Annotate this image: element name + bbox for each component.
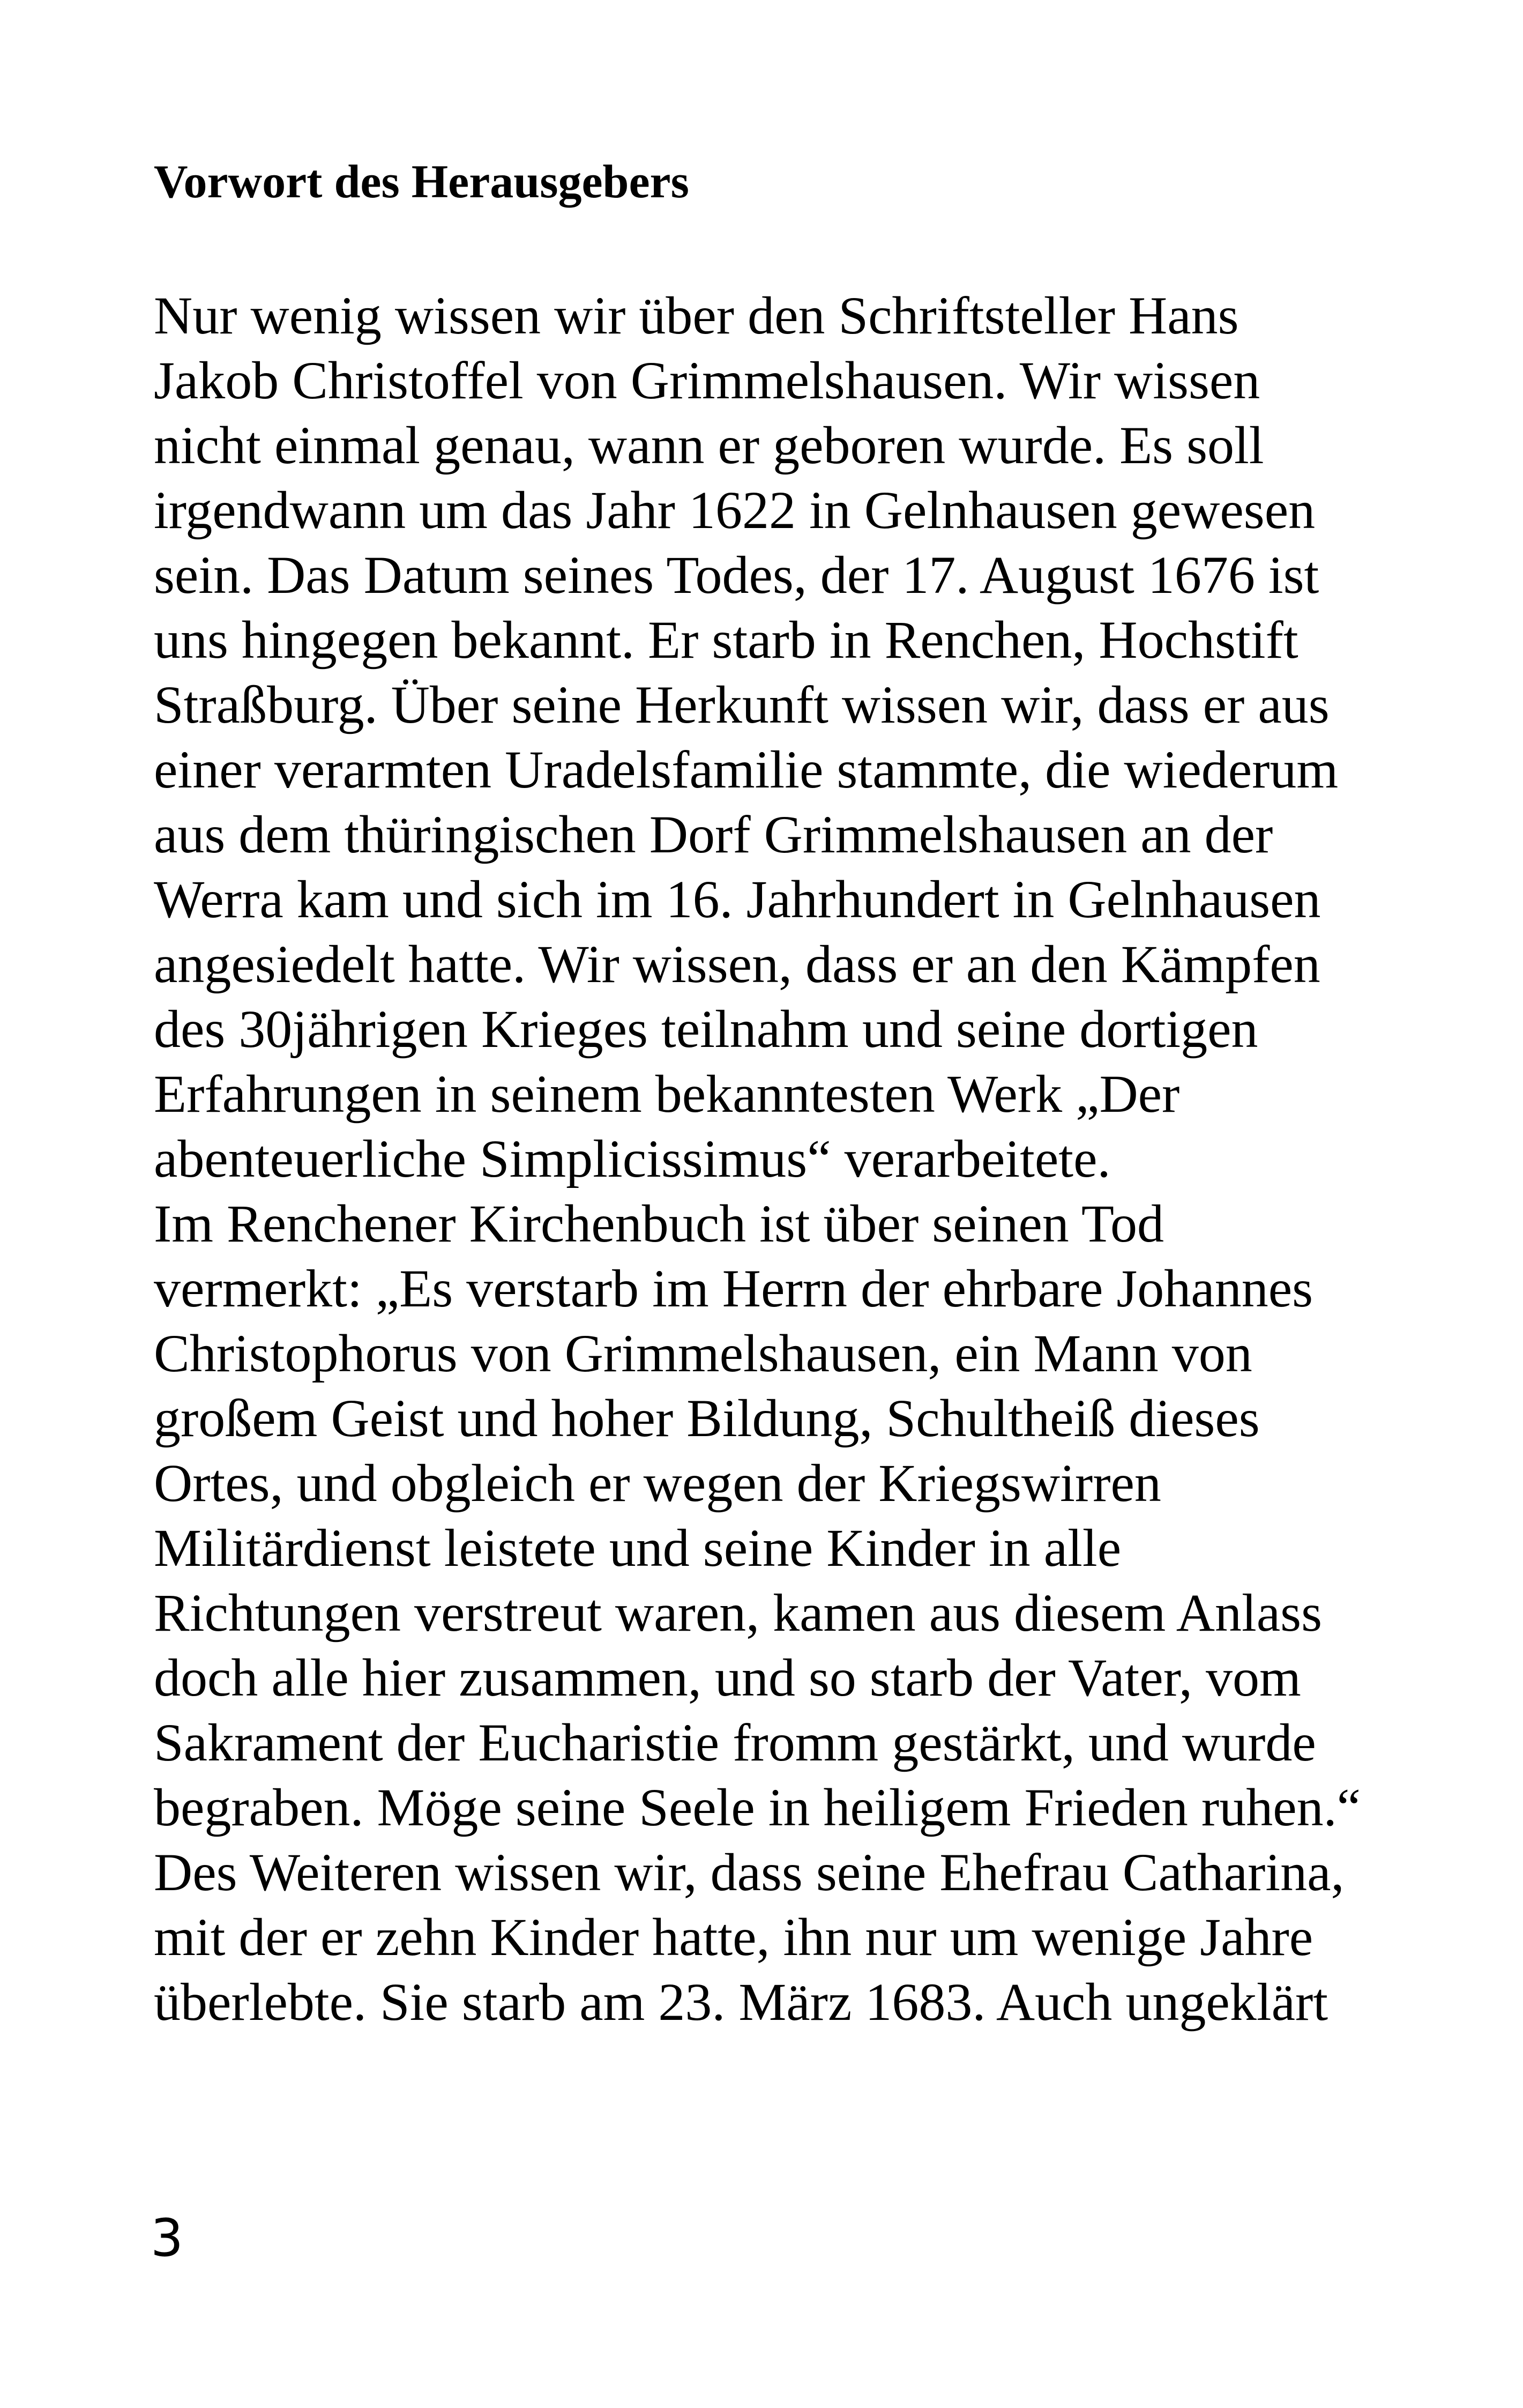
text-line: Ortes, und obgleich er wegen der Kriegswirren [154, 1453, 1161, 1513]
text-line: doch alle hier zusammen, und so starb der Vater, vom [154, 1648, 1301, 1707]
text-line: abenteuerliche Simplicissimus“ verarbeitete. [154, 1129, 1111, 1188]
text-line: sein. Das Datum seines Todes, der 17. August 1676 ist [154, 545, 1319, 605]
text-line: großem Geist und hoher Bildung, Schultheiß dieses [154, 1388, 1260, 1448]
text-line: Erfahrungen in seinem bekanntesten Werk „Der [154, 1064, 1180, 1124]
text-line: nicht einmal genau, wann er geboren wurde. Es soll [154, 415, 1264, 475]
text-line: aus dem thüringischen Dorf Grimmelshausen an der [154, 805, 1273, 864]
text-line: Sakrament der Eucharistie fromm gestärkt, und wurde [154, 1713, 1316, 1772]
text-line: irgendwann um das Jahr 1622 in Gelnhausen gewesen [154, 480, 1316, 540]
text-line: Straßburg. Über seine Herkunft wissen wir, dass er aus [154, 675, 1330, 734]
text-line: Nur wenig wissen wir über den Schriftsteller Hans [154, 286, 1239, 345]
text-line: angesiedelt hatte. Wir wissen, dass er an den Kämpfen [154, 934, 1320, 994]
page-number: 3 [151, 2208, 184, 2268]
text-line: Werra kam und sich im 16. Jahrhundert in Gelnhausen [154, 869, 1321, 929]
text-line: Militärdienst leistete und seine Kinder in alle [154, 1518, 1122, 1578]
text-line: überlebte. Sie starb am 23. März 1683. Auch ungeklärt [154, 1972, 1328, 2032]
chapter-heading: Vorwort des Herausgebers [154, 156, 689, 208]
text-line: Des Weiteren wissen wir, dass seine Ehefrau Catharina, [154, 1842, 1345, 1902]
text-line: uns hingegen bekannt. Er starb in Renchen, Hochstift [154, 610, 1298, 670]
text-line: mit der er zehn Kinder hatte, ihn nur um wenige Jahre [154, 1907, 1313, 1967]
text-line: vermerkt: „Es verstarb im Herrn der ehrbare Johannes [154, 1259, 1313, 1318]
body-text [154, 283, 1386, 2034]
text-line: Im Renchener Kirchenbuch ist über seinen Tod [154, 1194, 1164, 1253]
text-line: Christophorus von Grimmelshausen, ein Mann von [154, 1324, 1252, 1383]
text-line: begraben. Möge seine Seele in heiligem Frieden ruhen.“ [154, 1778, 1361, 1837]
text-line: des 30jährigen Krieges teilnahm und seine dortigen [154, 999, 1258, 1059]
text-line: Jakob Christoffel von Grimmelshausen. Wir wissen [154, 351, 1260, 410]
text-line: Richtungen verstreut waren, kamen aus diesem Anlass [154, 1583, 1322, 1643]
text-line: einer verarmten Uradelsfamilie stammte, die wiederum [154, 740, 1339, 799]
